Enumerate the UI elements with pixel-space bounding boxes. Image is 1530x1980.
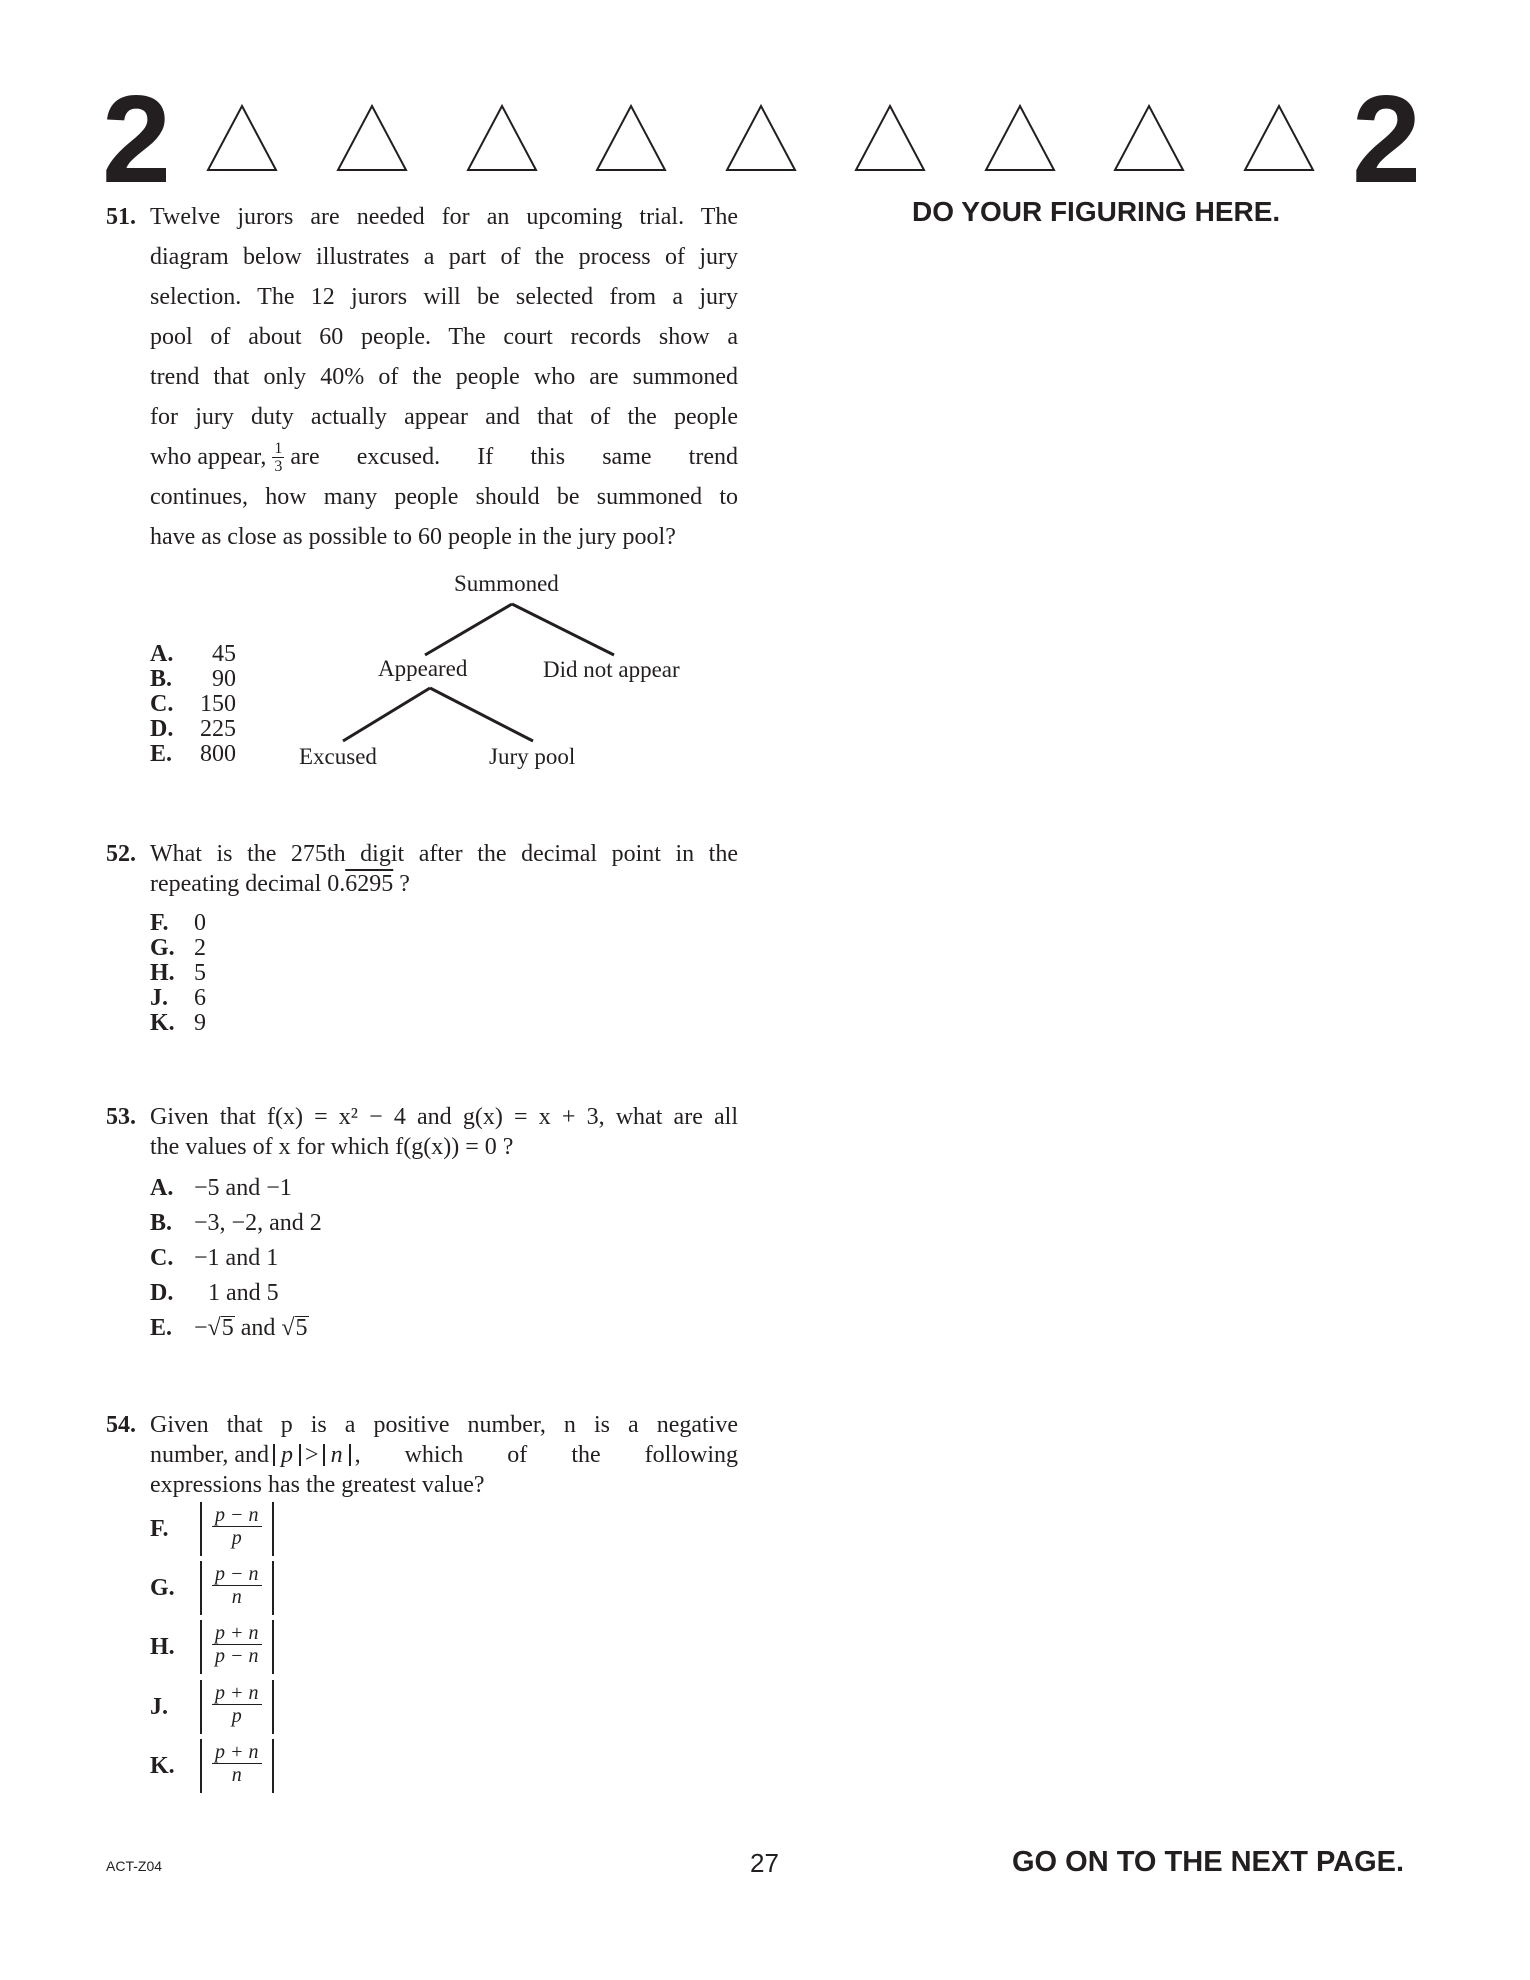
section-number-right: 2	[1352, 71, 1421, 209]
answer-options-52	[150, 911, 206, 1036]
text-line: expressions has the greatest value?	[150, 1472, 485, 1498]
answer-option[interactable]: H. $\frac{p + n}{p - n}$	[150, 1620, 274, 1674]
question-number: 51.	[106, 204, 136, 230]
text-line: selection. The 12 jurors will be selected from a jury	[150, 284, 738, 310]
text-line: Twelve jurors are needed for an upcoming trial. The	[150, 204, 738, 230]
absolute-value-fraction: $\frac{p + n}{p}$	[200, 1680, 274, 1734]
question-52-text	[150, 839, 738, 899]
tree-node-appeared: Appeared	[378, 656, 468, 681]
answer-option[interactable]: H. 5	[150, 960, 206, 986]
answer-option[interactable]: J. 6	[150, 985, 206, 1011]
question-number: 52.	[106, 841, 136, 867]
question-53-text	[150, 1102, 738, 1162]
absolute-value-fraction: $\frac{p + n}{p - n}$	[200, 1620, 274, 1674]
text-fragment: who appear,	[150, 444, 267, 470]
answer-option[interactable]: E. 800	[150, 741, 236, 767]
absolute-value: n	[323, 1444, 351, 1466]
absolute-value: p	[273, 1444, 301, 1466]
answer-options-54	[150, 1502, 350, 1802]
answer-option[interactable]: B. −3, −2, and 2	[150, 1210, 322, 1236]
section-number-left: 2	[102, 71, 171, 209]
question-54-text	[150, 1410, 738, 1500]
answer-option[interactable]: K. 9	[150, 1010, 206, 1036]
answer-option[interactable]: K. $\frac{p + n}{n}$	[150, 1739, 274, 1793]
figuring-label: DO YOUR FIGURING HERE.	[912, 196, 1281, 227]
sqrt-radicand: 5	[221, 1315, 234, 1341]
sqrt-radicand: 5	[295, 1315, 308, 1341]
answer-option[interactable]: D. 1 and 5	[150, 1280, 279, 1306]
question-number: 53.	[106, 1104, 136, 1130]
text-line: Given that p is a positive number, n is a negative	[150, 1412, 738, 1438]
absolute-value-fraction: $\frac{p - n}{p}$	[200, 1502, 274, 1556]
answer-options-53	[150, 1171, 322, 1346]
absolute-value-fraction: $\frac{p + n}{n}$	[200, 1739, 274, 1793]
answer-option[interactable]: A. 45	[150, 641, 236, 667]
answer-option[interactable]: C. 150	[150, 691, 236, 717]
text-line: repeating decimal 0.6295 ?	[150, 871, 410, 897]
text-line: continues, how many people should be summoned to	[150, 484, 738, 510]
repeating-digits: 6295	[345, 871, 394, 897]
answer-option[interactable]: F. $\frac{p - n}{p}$	[150, 1502, 274, 1556]
answer-option[interactable]: B. 90	[150, 666, 236, 692]
text-line: pool of about 60 people. The court records show a	[150, 324, 738, 350]
tree-node-jury-pool: Jury pool	[489, 744, 576, 769]
next-page-label: GO ON TO THE NEXT PAGE.	[1012, 1846, 1405, 1878]
text-line: diagram below illustrates a part of the process of jury	[150, 244, 738, 270]
answer-option[interactable]: G. $\frac{p - n}{n}$	[150, 1561, 274, 1615]
answer-option[interactable]: J. $\frac{p + n}{p}$	[150, 1680, 274, 1734]
tree-node-summoned: Summoned	[454, 571, 559, 596]
tree-node-excused: Excused	[299, 744, 377, 769]
fraction: $\frac{1}{3}$	[274, 439, 283, 475]
text-line: for jury duty actually appear and that of the people	[150, 404, 738, 430]
text-line: trend that only 40% of the people who are summoned	[150, 364, 738, 390]
tree-node-did-not-appear: Did not appear	[543, 657, 680, 682]
answer-option[interactable]: D. 225	[150, 716, 236, 742]
page-number: 27	[750, 1848, 779, 1878]
answer-option[interactable]: F. 0	[150, 910, 206, 936]
answer-option[interactable]: G. 2	[150, 935, 206, 961]
text-fragment: are excused. If this same trend	[290, 444, 738, 470]
answer-option[interactable]: E. −√5 and √5	[150, 1315, 308, 1341]
text-line: number, and p > n , which of the following	[150, 1442, 738, 1468]
text-line: What is the 275th digit after the decimal point in the	[150, 841, 738, 867]
text-line: the values of x for which f(g(x)) = 0 ?	[150, 1134, 514, 1160]
text-line: have as close as possible to 60 people in the jury pool?	[150, 524, 676, 550]
answer-option[interactable]: C. −1 and 1	[150, 1245, 279, 1271]
absolute-value-fraction: $\frac{p - n}{n}$	[200, 1561, 274, 1615]
answer-option[interactable]: A. −5 and −1	[150, 1175, 292, 1201]
test-code: ACT-Z04	[106, 1858, 163, 1874]
text-line: Given that f(x) = x² − 4 and g(x) = x + 3, what are all	[150, 1104, 738, 1130]
question-number: 54.	[106, 1412, 136, 1438]
